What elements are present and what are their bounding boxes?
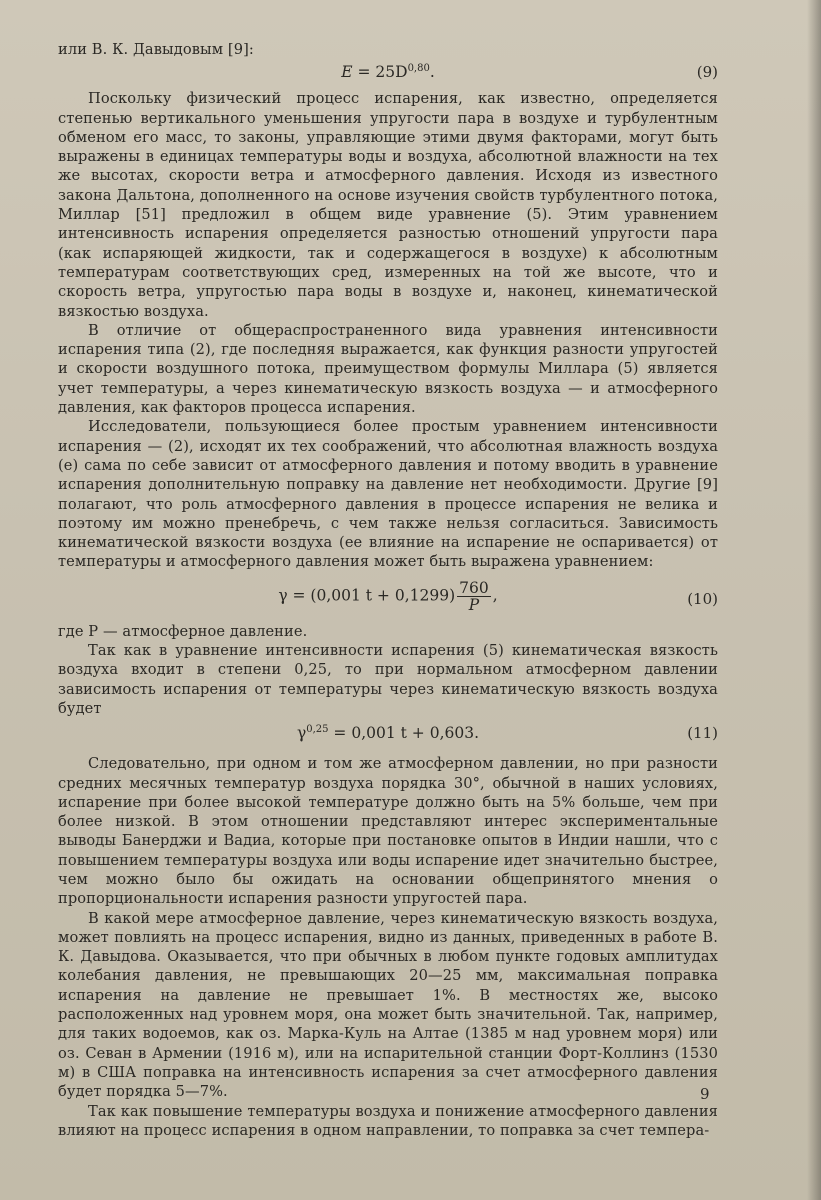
- page-content: [58, 40, 718, 1140]
- equation-10: [58, 572, 718, 622]
- equation-11-rhs: = 0,001 t + 0,603.: [328, 724, 480, 743]
- paragraph-5: Следовательно, при одном и том же атмосферном давлении, но при разности средних месячных температур воздуха порядка 30°, обычной в наших условиях, испарение при более высокой температуре должно быть на 5% больше, чем при более низкой. В этом отношении представляют интерес экспериментальные выводы Банерджи и Вадиа, которые при постановке опытов в Индии нашли, что с повышением температуры воздуха или воды испарение идет значительно быстрее, чем можно было бы ожидать на основании общепринятого мнения о пропорциональности испарения разности упругостей пара.: [58, 755, 718, 908]
- equation-9-number: (9): [696, 63, 718, 82]
- equation-10-tail: ,: [492, 586, 498, 605]
- equation-10-numerator: 760: [459, 578, 489, 597]
- equation-9-exponent: 0,80: [407, 63, 430, 75]
- equation-11-expression: [58, 724, 718, 742]
- equation-10-fraction: [457, 580, 491, 613]
- equation-9: [58, 59, 718, 89]
- equation-10-expression: [58, 580, 718, 613]
- equation-10-number: (10): [687, 589, 718, 608]
- equation-10-lhs: γ = (0,001 t + 0,1299): [278, 586, 456, 605]
- equation-11-number: (11): [687, 724, 718, 743]
- where-line: где P — атмосферное давление.: [58, 622, 308, 640]
- equation-9-tail: .: [429, 63, 435, 82]
- equation-9-rhs: = 25D: [352, 63, 408, 82]
- intro-line: или В. К. Давыдовым [9]:: [58, 41, 254, 58]
- paragraph-7: Так как повышение температуры воздуха и понижение атмосферного давления влияют на процесс испарения в одном направлении, то поправка за счет темпера-: [58, 1102, 718, 1139]
- paragraph-1: Поскольку физический процесс испарения, как известно, определяется степенью вертикального уменьшения упругости пара в воздухе и турбулентным обменом его масс, то законы, управляющие этими двумя факторами, могут быть выражены в единицах температуры воды и воздуха, абсолютной влажности на тех же высотах, скорости ветра и атмосферного давления. Исходя из известного закона Дальтона, дополненного на основе изучения свойств турбулентного потока, Миллар [51] предложил в общем виде уравнение (5). Этим уравнением интенсивность испарения определяется разностью отношений упругости пара (как испаряющей жидкости, так и содержащегося в воздухе) к абсолютным температурам соответствующих сред, измеренных на той же высоте, что и скорость ветра, упругостью пара воды в воздухе и, наконец, кинематической вязкостью воздуха.: [58, 90, 718, 320]
- paragraph-4: Так как в уравнение интенсивности испарения (5) кинематическая вязкость воздуха входит в степени 0,25, то при нормальном атмосферном давлении зависимость испарения от температуры через кинематическую вязкость воздуха будет: [58, 642, 718, 717]
- paragraph-6: В какой мере атмосферное давление, через кинематическую вязкость воздуха, может повлиять на процесс испарения, видно из данных, приведенных в работе В. К. Давыдова. Оказывается, что при обычных в любом пункте годовых амплитудах колебания давления, не превышающих 20—25 мм, максимальная поправка испарения на давление не превышает 1%. В местностях же, высоко расположенных над уровнем моря, она может быть значительной. Так, например, для таких водоемов, как оз. Марка-Куль на Алтае (1385 м над уровнем моря) или оз. Севан в Армении (1916 м), или на испарительной станции Форт-Коллинз (1530 м) в США поправка на интенсивность испарения за счет атмосферного давления будет порядка 5—7%.: [58, 909, 718, 1101]
- equation-11-exponent: 0,25: [306, 724, 329, 736]
- paragraph-2: В отличие от общераспространенного вида уравнения интенсивности испарения типа (2), где последняя выражается, как функция разности упругостей и скорости воздушного потока, преимуществом формулы Миллара (5) является учет температуры, а через кинематическую вязкость воздуха — и атмосферного давления, как факторов процесса испарения.: [58, 321, 718, 417]
- equation-11: [58, 718, 718, 754]
- paragraph-3: Исследователи, пользующиеся более простым уравнением интенсивности испарения — (2), исходят их тех соображений, что абсолютная влажность воздуха (e) сама по себе зависит от атмосферного давления и потому вводить в уравнение испарения дополнительную поправку на давление нет необходимости. Другие [9] полагают, что роль атмосферного давления в процессе испарения не велика и поэтому им можно пренебречь, с чем также нельзя согласиться. Зависимость кинематической вязкости воздуха (ее влияние на испарение не оспаривается) от температуры и атмосферного давления может быть выражена уравнением:: [58, 418, 718, 571]
- equation-11-base: γ: [296, 724, 307, 743]
- equation-9-expression: [58, 63, 718, 81]
- page-number: 9: [700, 1085, 710, 1103]
- equation-10-denominator: P: [468, 595, 480, 614]
- equation-9-lhs: E: [341, 63, 353, 82]
